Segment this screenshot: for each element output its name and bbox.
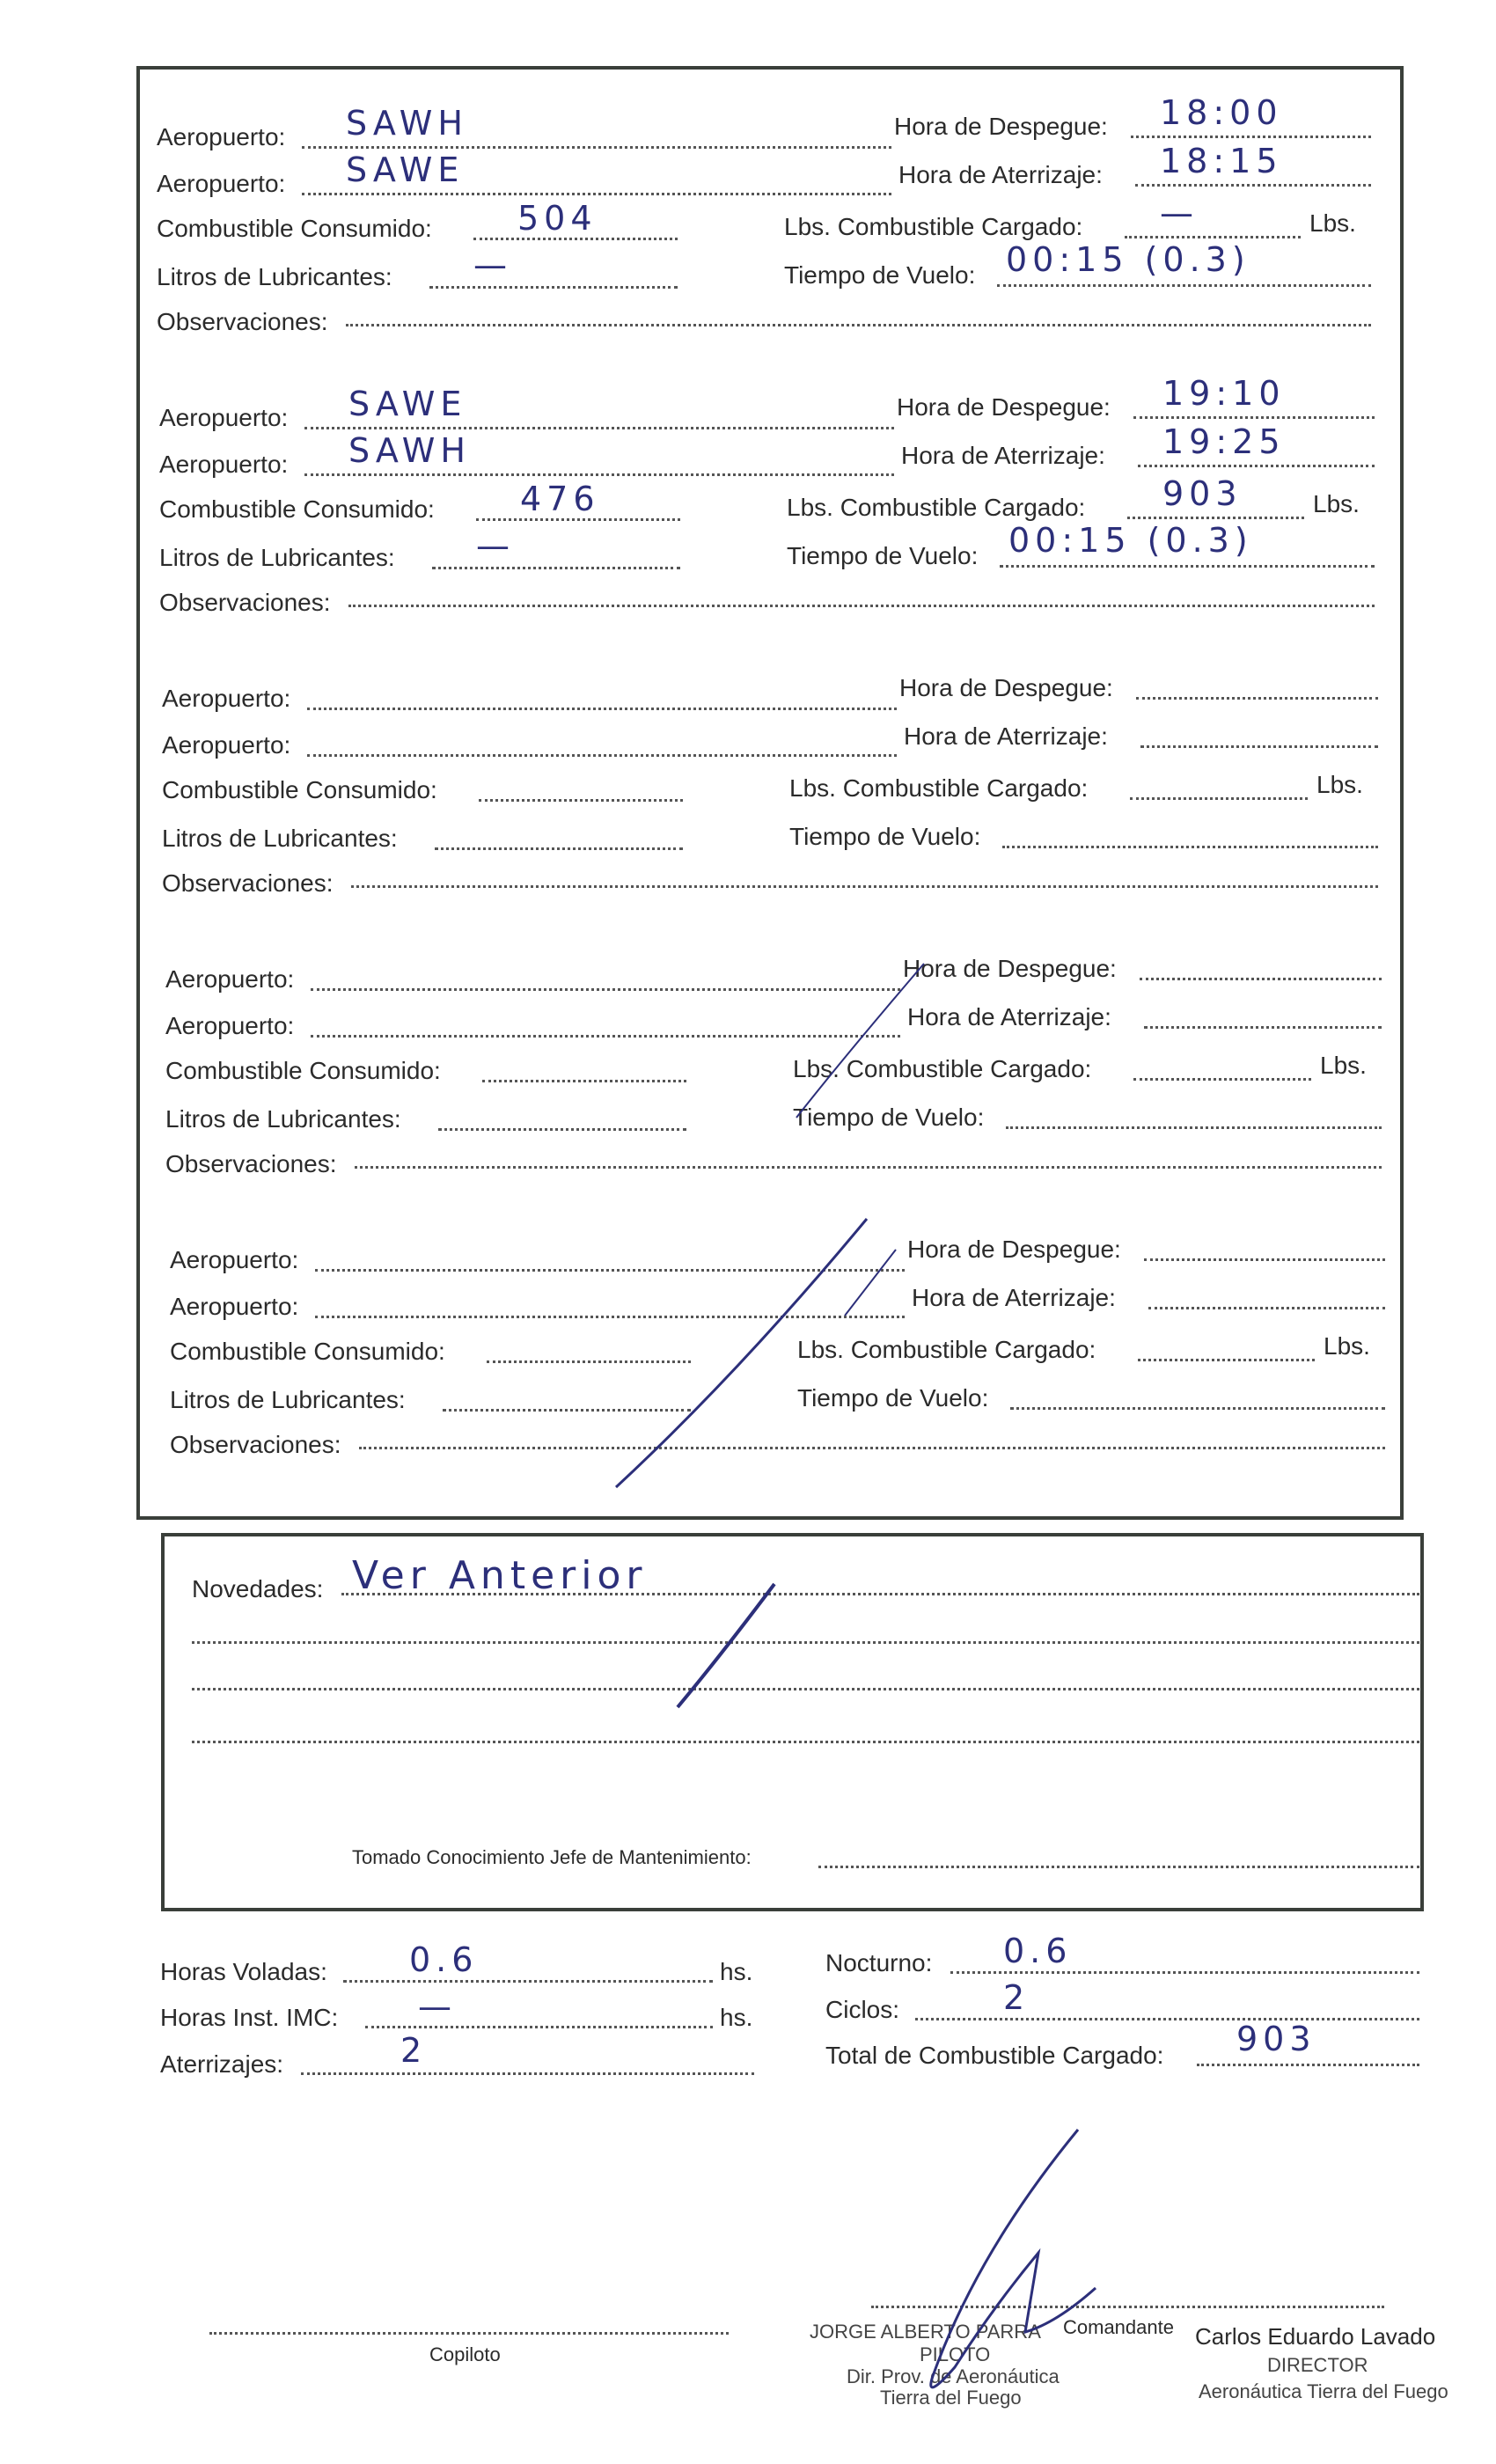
notes-label: Observaciones: xyxy=(170,1431,341,1458)
airport-from-value: SAWH xyxy=(346,104,468,143)
fuel-loaded-label: Lbs. Combustible Cargado: xyxy=(793,1055,1092,1082)
airport-to-label: Aeropuerto: xyxy=(170,1293,299,1320)
ciclos-label: Ciclos: xyxy=(825,1996,900,2023)
horas-inst-unit: hs. xyxy=(720,2004,753,2031)
takeoff-label: Hora de Despegue: xyxy=(897,393,1111,421)
airport-from-label: Aeropuerto: xyxy=(170,1246,299,1273)
stamp-place: Tierra del Fuego xyxy=(880,2387,1022,2409)
flight-time-value: 00:15 (0.3) xyxy=(1008,521,1253,560)
lubricants-label: Litros de Lubricantes: xyxy=(170,1386,406,1413)
fuel-loaded-label: Lbs. Combustible Cargado: xyxy=(784,213,1083,240)
lubricants-value: — xyxy=(476,526,515,565)
fuel-consumed-value: 476 xyxy=(520,480,600,518)
landing-value: 18:15 xyxy=(1160,142,1283,180)
aterrizajes-value: 2 xyxy=(400,2031,428,2070)
fuel-loaded-unit: Lbs. xyxy=(1316,771,1363,798)
fuel-loaded-unit: Lbs. xyxy=(1320,1052,1367,1079)
airport-to-value: SAWH xyxy=(348,431,471,470)
total-combustible-label: Total de Combustible Cargado: xyxy=(825,2042,1164,2069)
copiloto-label: Copiloto xyxy=(429,2343,501,2365)
stamp-name: JORGE ALBERTO PARRA xyxy=(810,2321,1041,2343)
landing-label: Hora de Aterrizaje: xyxy=(904,722,1108,750)
flight-time-value: 00:15 (0.3) xyxy=(1006,240,1250,279)
lubricants-label: Litros de Lubricantes: xyxy=(165,1105,401,1133)
strike-slash-legs-2 xyxy=(796,964,924,1118)
fuel-consumed-label: Combustible Consumido: xyxy=(170,1338,445,1365)
airport-from-label: Aeropuerto: xyxy=(165,965,295,993)
landing-label: Hora de Aterrizaje: xyxy=(912,1284,1116,1311)
nocturno-value: 0.6 xyxy=(1003,1932,1073,1970)
takeoff-label: Hora de Despegue: xyxy=(903,955,1117,982)
flight-time-label: Tiempo de Vuelo: xyxy=(793,1104,985,1131)
flight-time-label: Tiempo de Vuelo: xyxy=(789,823,981,850)
fuel-loaded-label: Lbs. Combustible Cargado: xyxy=(787,494,1086,521)
landing-label: Hora de Aterrizaje: xyxy=(898,161,1103,188)
novedades-value: Ver Anterior xyxy=(352,1553,648,1598)
airport-from-label: Aeropuerto: xyxy=(159,404,289,431)
takeoff-label: Hora de Despegue: xyxy=(894,113,1108,140)
fuel-consumed-label: Combustible Consumido: xyxy=(159,495,435,523)
fuel-consumed-label: Combustible Consumido: xyxy=(165,1057,441,1084)
fuel-loaded-unit: Lbs. xyxy=(1309,209,1356,237)
flight-time-label: Tiempo de Vuelo: xyxy=(797,1384,989,1412)
total-combustible-value: 903 xyxy=(1236,2020,1316,2058)
airport-to-label: Aeropuerto: xyxy=(165,1012,295,1039)
landing-label: Hora de Aterrizaje: xyxy=(901,442,1105,469)
novedades-label: Novedades: xyxy=(192,1575,324,1602)
notes-label: Observaciones: xyxy=(162,869,334,897)
landing-value: 19:25 xyxy=(1162,422,1286,461)
fuel-loaded-label: Lbs. Combustible Cargado: xyxy=(797,1336,1096,1363)
director-name: Carlos Eduardo Lavado xyxy=(1195,2323,1436,2350)
lubricants-label: Litros de Lubricantes: xyxy=(159,544,395,571)
director-role: DIRECTOR xyxy=(1267,2354,1368,2376)
airport-to-value: SAWE xyxy=(346,150,465,189)
fuel-loaded-value: 903 xyxy=(1162,474,1243,513)
notes-label: Observaciones: xyxy=(159,589,331,616)
fuel-loaded-unit: Lbs. xyxy=(1324,1332,1370,1360)
horas-inst-value: — xyxy=(418,1987,457,2026)
airport-to-label: Aeropuerto: xyxy=(159,451,289,478)
lubricants-label: Litros de Lubricantes: xyxy=(162,825,398,852)
takeoff-label: Hora de Despegue: xyxy=(907,1236,1121,1263)
strike-slash-legs-3 xyxy=(845,1250,896,1316)
fuel-loaded-value: — xyxy=(1160,194,1199,232)
takeoff-value: 18:00 xyxy=(1160,93,1283,132)
landing-label: Hora de Aterrizaje: xyxy=(907,1003,1111,1030)
horas-voladas-unit: hs. xyxy=(720,1958,753,1985)
takeoff-label: Hora de Despegue: xyxy=(899,674,1113,701)
fuel-consumed-value: 504 xyxy=(517,199,598,238)
fuel-loaded-label: Lbs. Combustible Cargado: xyxy=(789,774,1089,802)
director-org: Aeronáutica Tierra del Fuego xyxy=(1199,2380,1448,2402)
airport-from-label: Aeropuerto: xyxy=(162,685,291,712)
airport-from-value: SAWE xyxy=(348,385,467,423)
fuel-loaded-unit: Lbs. xyxy=(1313,490,1360,517)
horas-voladas-label: Horas Voladas: xyxy=(160,1958,327,1985)
airport-from-label: Aeropuerto: xyxy=(157,123,286,150)
flight-time-label: Tiempo de Vuelo: xyxy=(784,261,976,289)
airport-to-label: Aeropuerto: xyxy=(162,731,291,759)
fuel-consumed-label: Combustible Consumido: xyxy=(162,776,437,803)
comandante-label: Comandante xyxy=(1063,2316,1174,2338)
fuel-consumed-label: Combustible Consumido: xyxy=(157,215,432,242)
airport-to-label: Aeropuerto: xyxy=(157,170,286,197)
horas-voladas-value: 0.6 xyxy=(409,1940,479,1979)
aterrizajes-label: Aterrizajes: xyxy=(160,2050,284,2078)
stamp-role: PILOTO xyxy=(920,2343,991,2365)
takeoff-value: 19:10 xyxy=(1162,374,1286,413)
notes-label: Observaciones: xyxy=(165,1150,337,1177)
horas-inst-label: Horas Inst. IMC: xyxy=(160,2004,339,2031)
jefe-mantenimiento-label: Tomado Conocimiento Jefe de Mantenimiento: xyxy=(352,1846,752,1868)
strike-slash-legs xyxy=(616,1219,867,1487)
stamp-dept: Dir. Prov. de Aeronáutica xyxy=(847,2365,1060,2387)
flight-time-label: Tiempo de Vuelo: xyxy=(787,542,979,569)
lubricants-value: — xyxy=(473,246,512,284)
notes-label: Observaciones: xyxy=(157,308,328,335)
strike-slash-novedades xyxy=(678,1584,774,1707)
nocturno-label: Nocturno: xyxy=(825,1949,933,1976)
lubricants-label: Litros de Lubricantes: xyxy=(157,263,392,290)
ciclos-value: 2 xyxy=(1003,1978,1030,2017)
commander-signature xyxy=(931,2130,1096,2387)
